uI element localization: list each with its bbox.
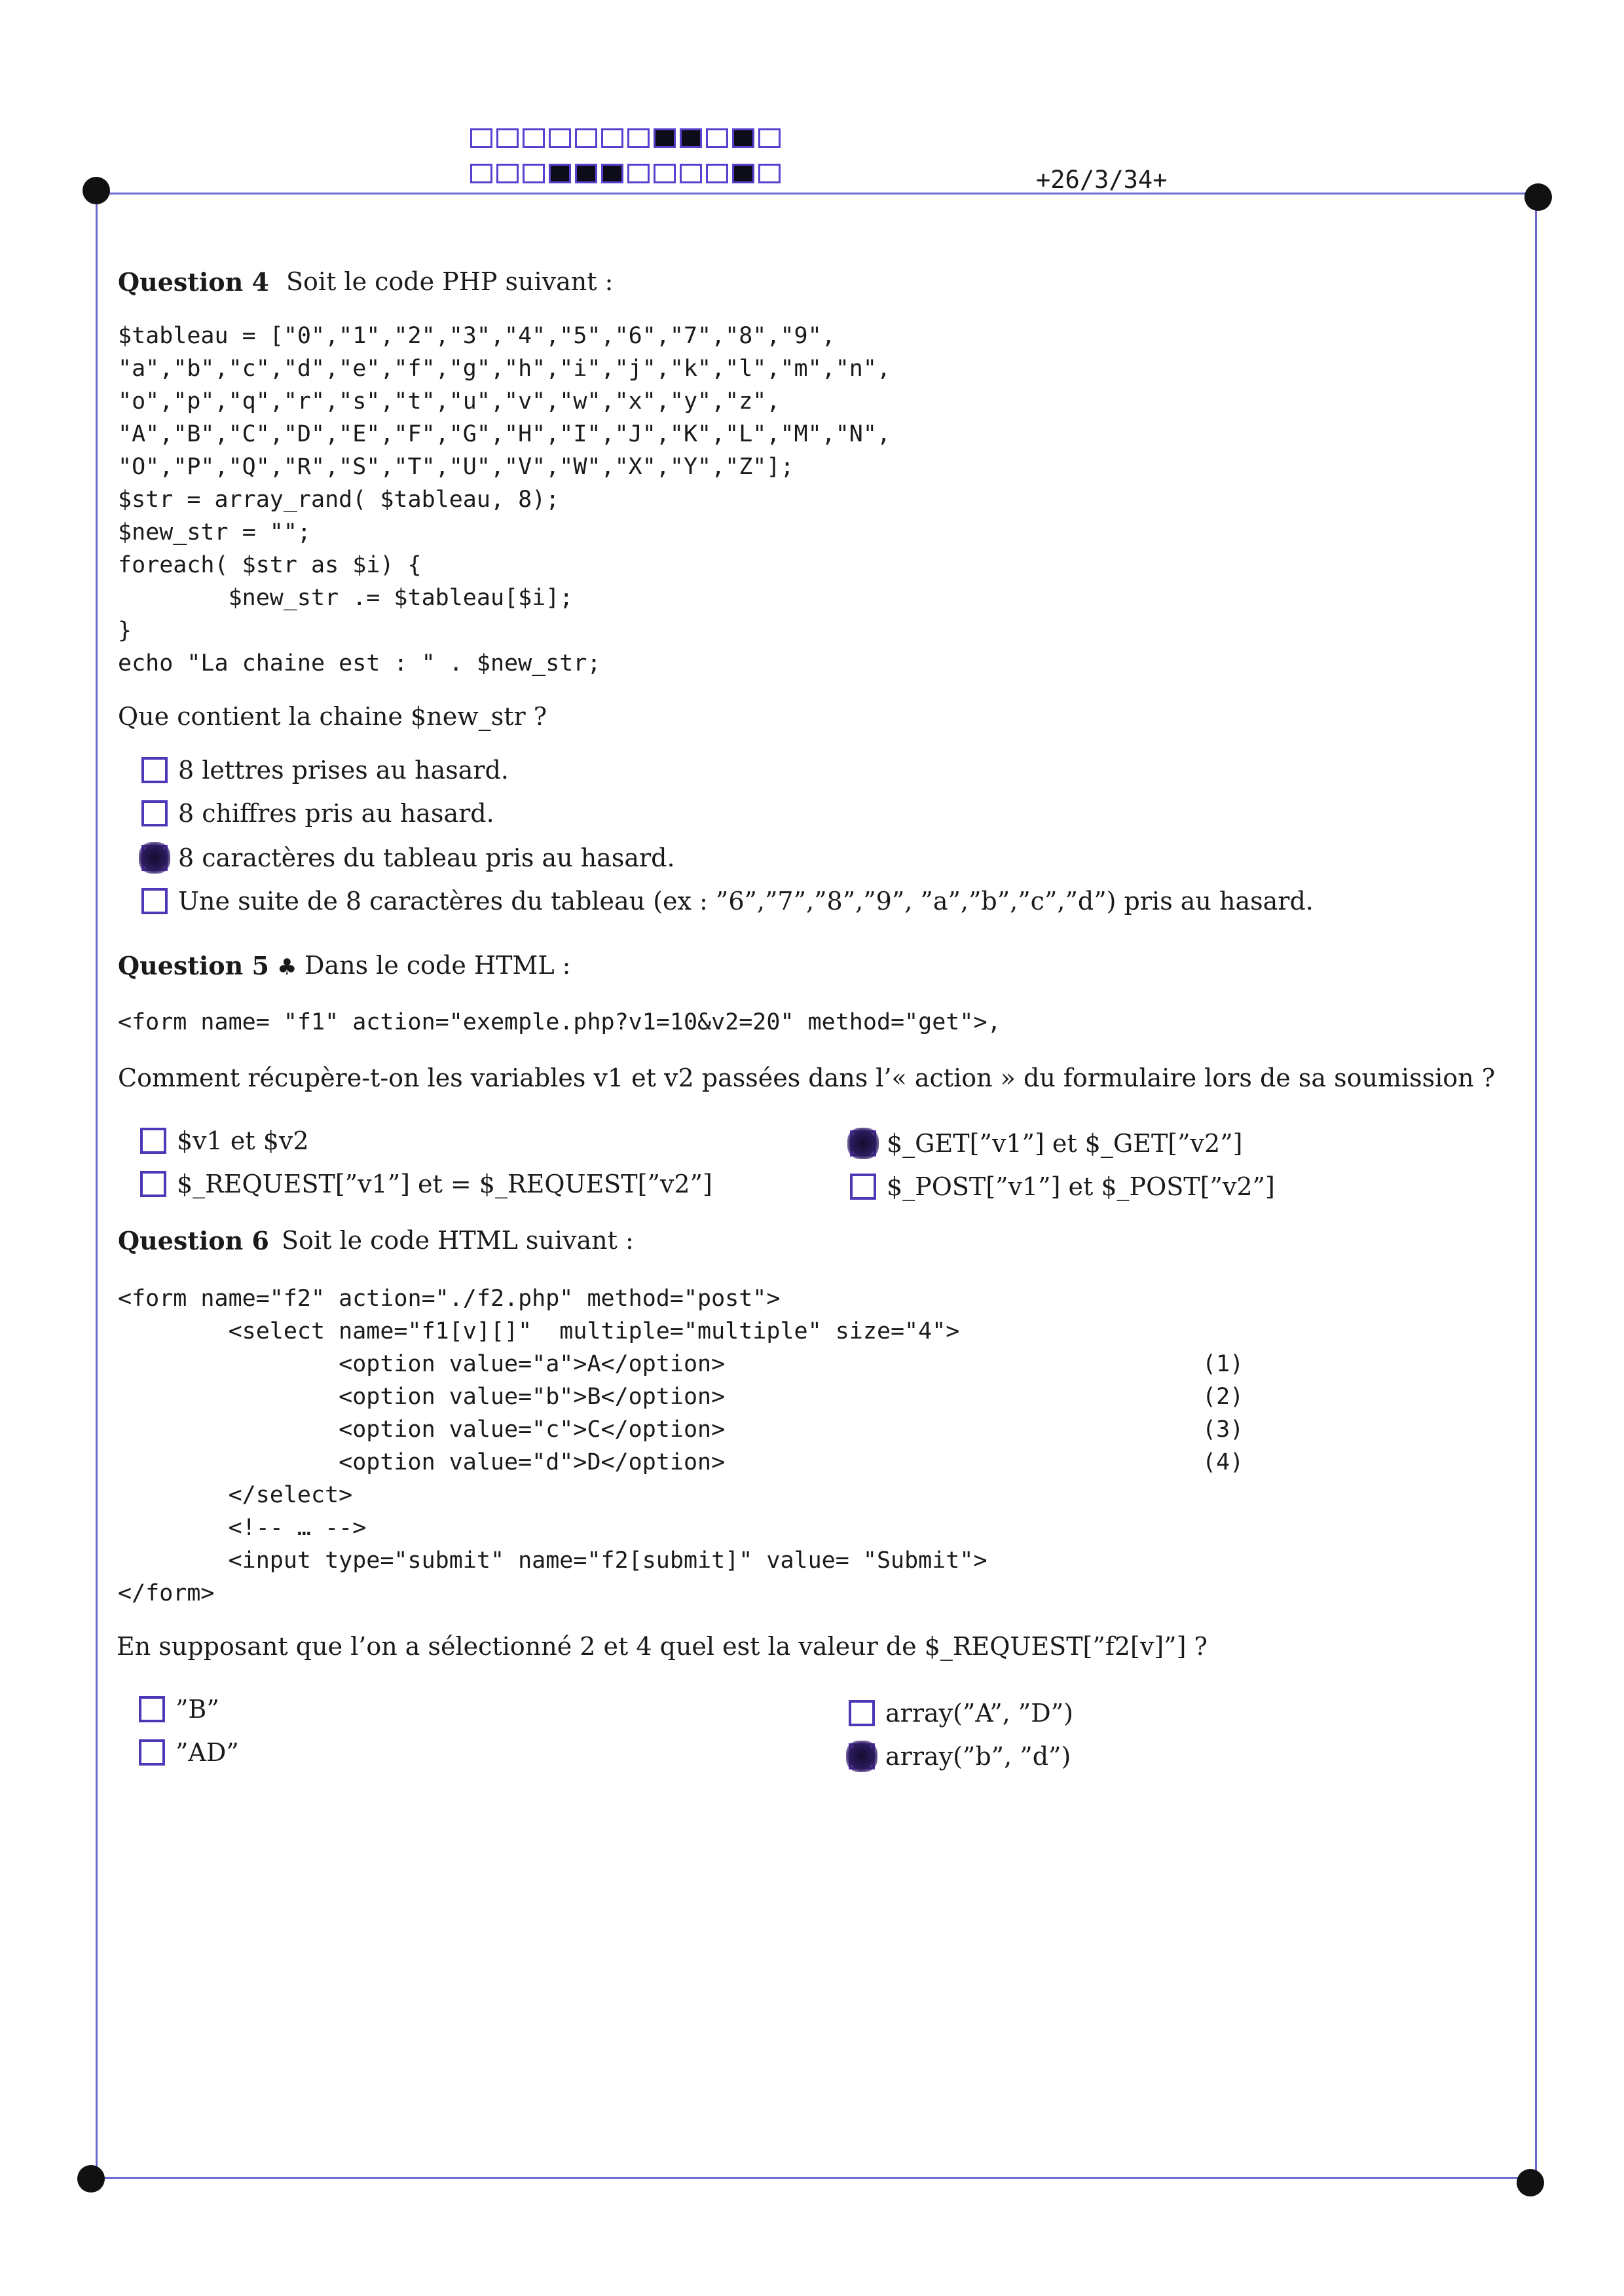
checkbox-checked[interactable]	[141, 845, 168, 871]
q4-choice-1[interactable]	[141, 756, 509, 785]
choice-label: Une suite de 8 caractères du tableau (ex : ”6”,”7”,”8”,”9”, ”a”,”b”,”c”,”d”) pris au hasard.	[178, 887, 1314, 916]
choice-label: $v1 et $v2	[177, 1126, 309, 1155]
checkbox[interactable]	[141, 800, 168, 826]
q5-question: Comment récupère-t-on les variables v1 et v2 passées dans l’« action » du formulaire lors de sa soumission ?	[118, 1064, 1496, 1092]
choice-label: ”B”	[175, 1695, 219, 1724]
id-cell-filled	[732, 164, 754, 183]
choice-label: 8 caractères du tableau pris au hasard.	[178, 843, 675, 872]
checkbox[interactable]	[140, 1171, 166, 1197]
q6-choice-4[interactable]	[849, 1742, 1071, 1771]
frame-right	[1535, 196, 1537, 2181]
id-cell-filled	[732, 128, 754, 148]
q4-choice-3[interactable]	[141, 843, 675, 872]
q6-code: <form name="f2" action="./f2.php" method="post"> <select name="f1[v][]" multiple="multiple" size="4"> <option value="a">A</option> <option value="b">B</option> <option value="c">C</option> <option value="d">D</option> </select> <!-- … --> <input type="submit" name="f2[submit]" value= "Submit"> </form>	[118, 1286, 987, 1606]
id-cell-filled	[680, 128, 702, 148]
q5-prompt: Dans le code HTML :	[304, 951, 571, 980]
q5-title: Question 5	[118, 951, 269, 980]
frame-left	[96, 193, 98, 2177]
choice-label: ”AD”	[175, 1738, 239, 1767]
choice-label: array(”b”, ”d”)	[885, 1742, 1071, 1771]
q5-choice-4[interactable]	[850, 1172, 1275, 1201]
id-cell	[470, 128, 492, 148]
id-cell	[549, 128, 571, 148]
id-cell-filled	[549, 164, 571, 183]
id-cell	[758, 164, 781, 183]
checkbox[interactable]	[141, 757, 168, 783]
choice-label: 8 lettres prises au hasard.	[178, 756, 509, 785]
q5-choice-2[interactable]	[140, 1170, 712, 1198]
corner-marker-top-right	[1524, 183, 1552, 211]
q6-choice-3[interactable]	[849, 1699, 1073, 1728]
choice-label: 8 chiffres pris au hasard.	[178, 799, 494, 828]
q5-code: <form name= "f1" action="exemple.php?v1=10&v2=20" method="get">,	[118, 1009, 1001, 1035]
id-cell	[496, 164, 519, 183]
q4-choice-4[interactable]	[141, 887, 1314, 916]
id-cell	[680, 164, 702, 183]
id-cell-filled	[575, 164, 597, 183]
choice-label: $_GET[”v1”] et $_GET[”v2”]	[887, 1129, 1243, 1158]
choice-label: array(”A”, ”D”)	[885, 1699, 1073, 1728]
id-cell	[601, 128, 623, 148]
checkbox-checked[interactable]	[850, 1130, 876, 1157]
q6-prompt: Soit le code HTML suivant :	[282, 1226, 634, 1255]
q6-line-number-1: (1)	[1202, 1351, 1244, 1377]
checkbox[interactable]	[140, 1128, 166, 1154]
id-cell	[706, 128, 728, 148]
id-cell	[575, 128, 597, 148]
frame-bottom	[97, 2177, 1535, 2179]
choice-label: $_REQUEST[”v1”] et = $_REQUEST[”v2”]	[177, 1170, 712, 1198]
q6-choice-1[interactable]	[139, 1695, 219, 1724]
id-cell-filled	[654, 128, 676, 148]
id-cell	[627, 164, 650, 183]
q4-prompt: Soit le code PHP suivant :	[286, 267, 614, 296]
q6-line-number-3: (3)	[1202, 1416, 1244, 1443]
checkbox[interactable]	[139, 1739, 165, 1766]
id-cell	[758, 128, 781, 148]
frame-top	[97, 193, 1535, 194]
checkbox[interactable]	[850, 1174, 876, 1200]
corner-marker-top-left	[83, 177, 110, 204]
checkbox[interactable]	[141, 888, 168, 914]
checkbox[interactable]	[139, 1696, 165, 1722]
checkbox[interactable]	[849, 1700, 875, 1726]
q6-line-number-2: (2)	[1202, 1384, 1244, 1410]
q5-title-row	[118, 951, 297, 980]
choice-label: $_POST[”v1”] et $_POST[”v2”]	[887, 1172, 1275, 1201]
id-cell	[654, 164, 676, 183]
id-cell	[706, 164, 728, 183]
corner-marker-bottom-right	[1517, 2169, 1544, 2196]
id-cell	[627, 128, 650, 148]
id-cell	[523, 128, 545, 148]
q6-title: Question 6	[118, 1226, 269, 1255]
corner-marker-bottom-left	[77, 2165, 105, 2193]
q4-code: $tableau = ["0","1","2","3","4","5","6","7","8","9", "a","b","c","d","e","f","g","h","i","j","k","l","m","n", "o","p","q","r","s","t","u","v","w","x","y","z", "A","B","C","D","E","F","G","H","I","J","K","L","M","N", "O","P","Q","R","S","T","U","V","W","X","Y","Z"]; $str = array_rand( $tableau, 8); $new_str = ""; foreach( $str as $i) { $new_str .= $tableau[$i]; } echo "La chaine est : " . $new_str;	[118, 323, 891, 676]
id-cell	[496, 128, 519, 148]
q6-line-number-4: (4)	[1202, 1449, 1244, 1475]
multiple-answer-club-icon: ♣	[277, 954, 297, 980]
checkbox-checked[interactable]	[849, 1743, 875, 1769]
q4-title: Question 4	[118, 267, 269, 297]
id-code-row-1	[470, 128, 781, 148]
q6-question: En supposant que l’on a sélectionné 2 et 4 quel est la valeur de $_REQUEST[”f2[v]”] ?	[117, 1632, 1208, 1661]
q5-choice-3[interactable]	[850, 1129, 1242, 1158]
page-id: +26/3/34+	[1036, 166, 1168, 194]
id-code-row-2	[470, 164, 781, 183]
q4-question: Que contient la chaine $new_str ?	[118, 702, 547, 731]
id-cell-filled	[601, 164, 623, 183]
id-cell	[523, 164, 545, 183]
q5-choice-1[interactable]	[140, 1126, 309, 1155]
id-cell	[470, 164, 492, 183]
q6-choice-2[interactable]	[139, 1738, 239, 1767]
q4-choice-2[interactable]	[141, 799, 494, 828]
